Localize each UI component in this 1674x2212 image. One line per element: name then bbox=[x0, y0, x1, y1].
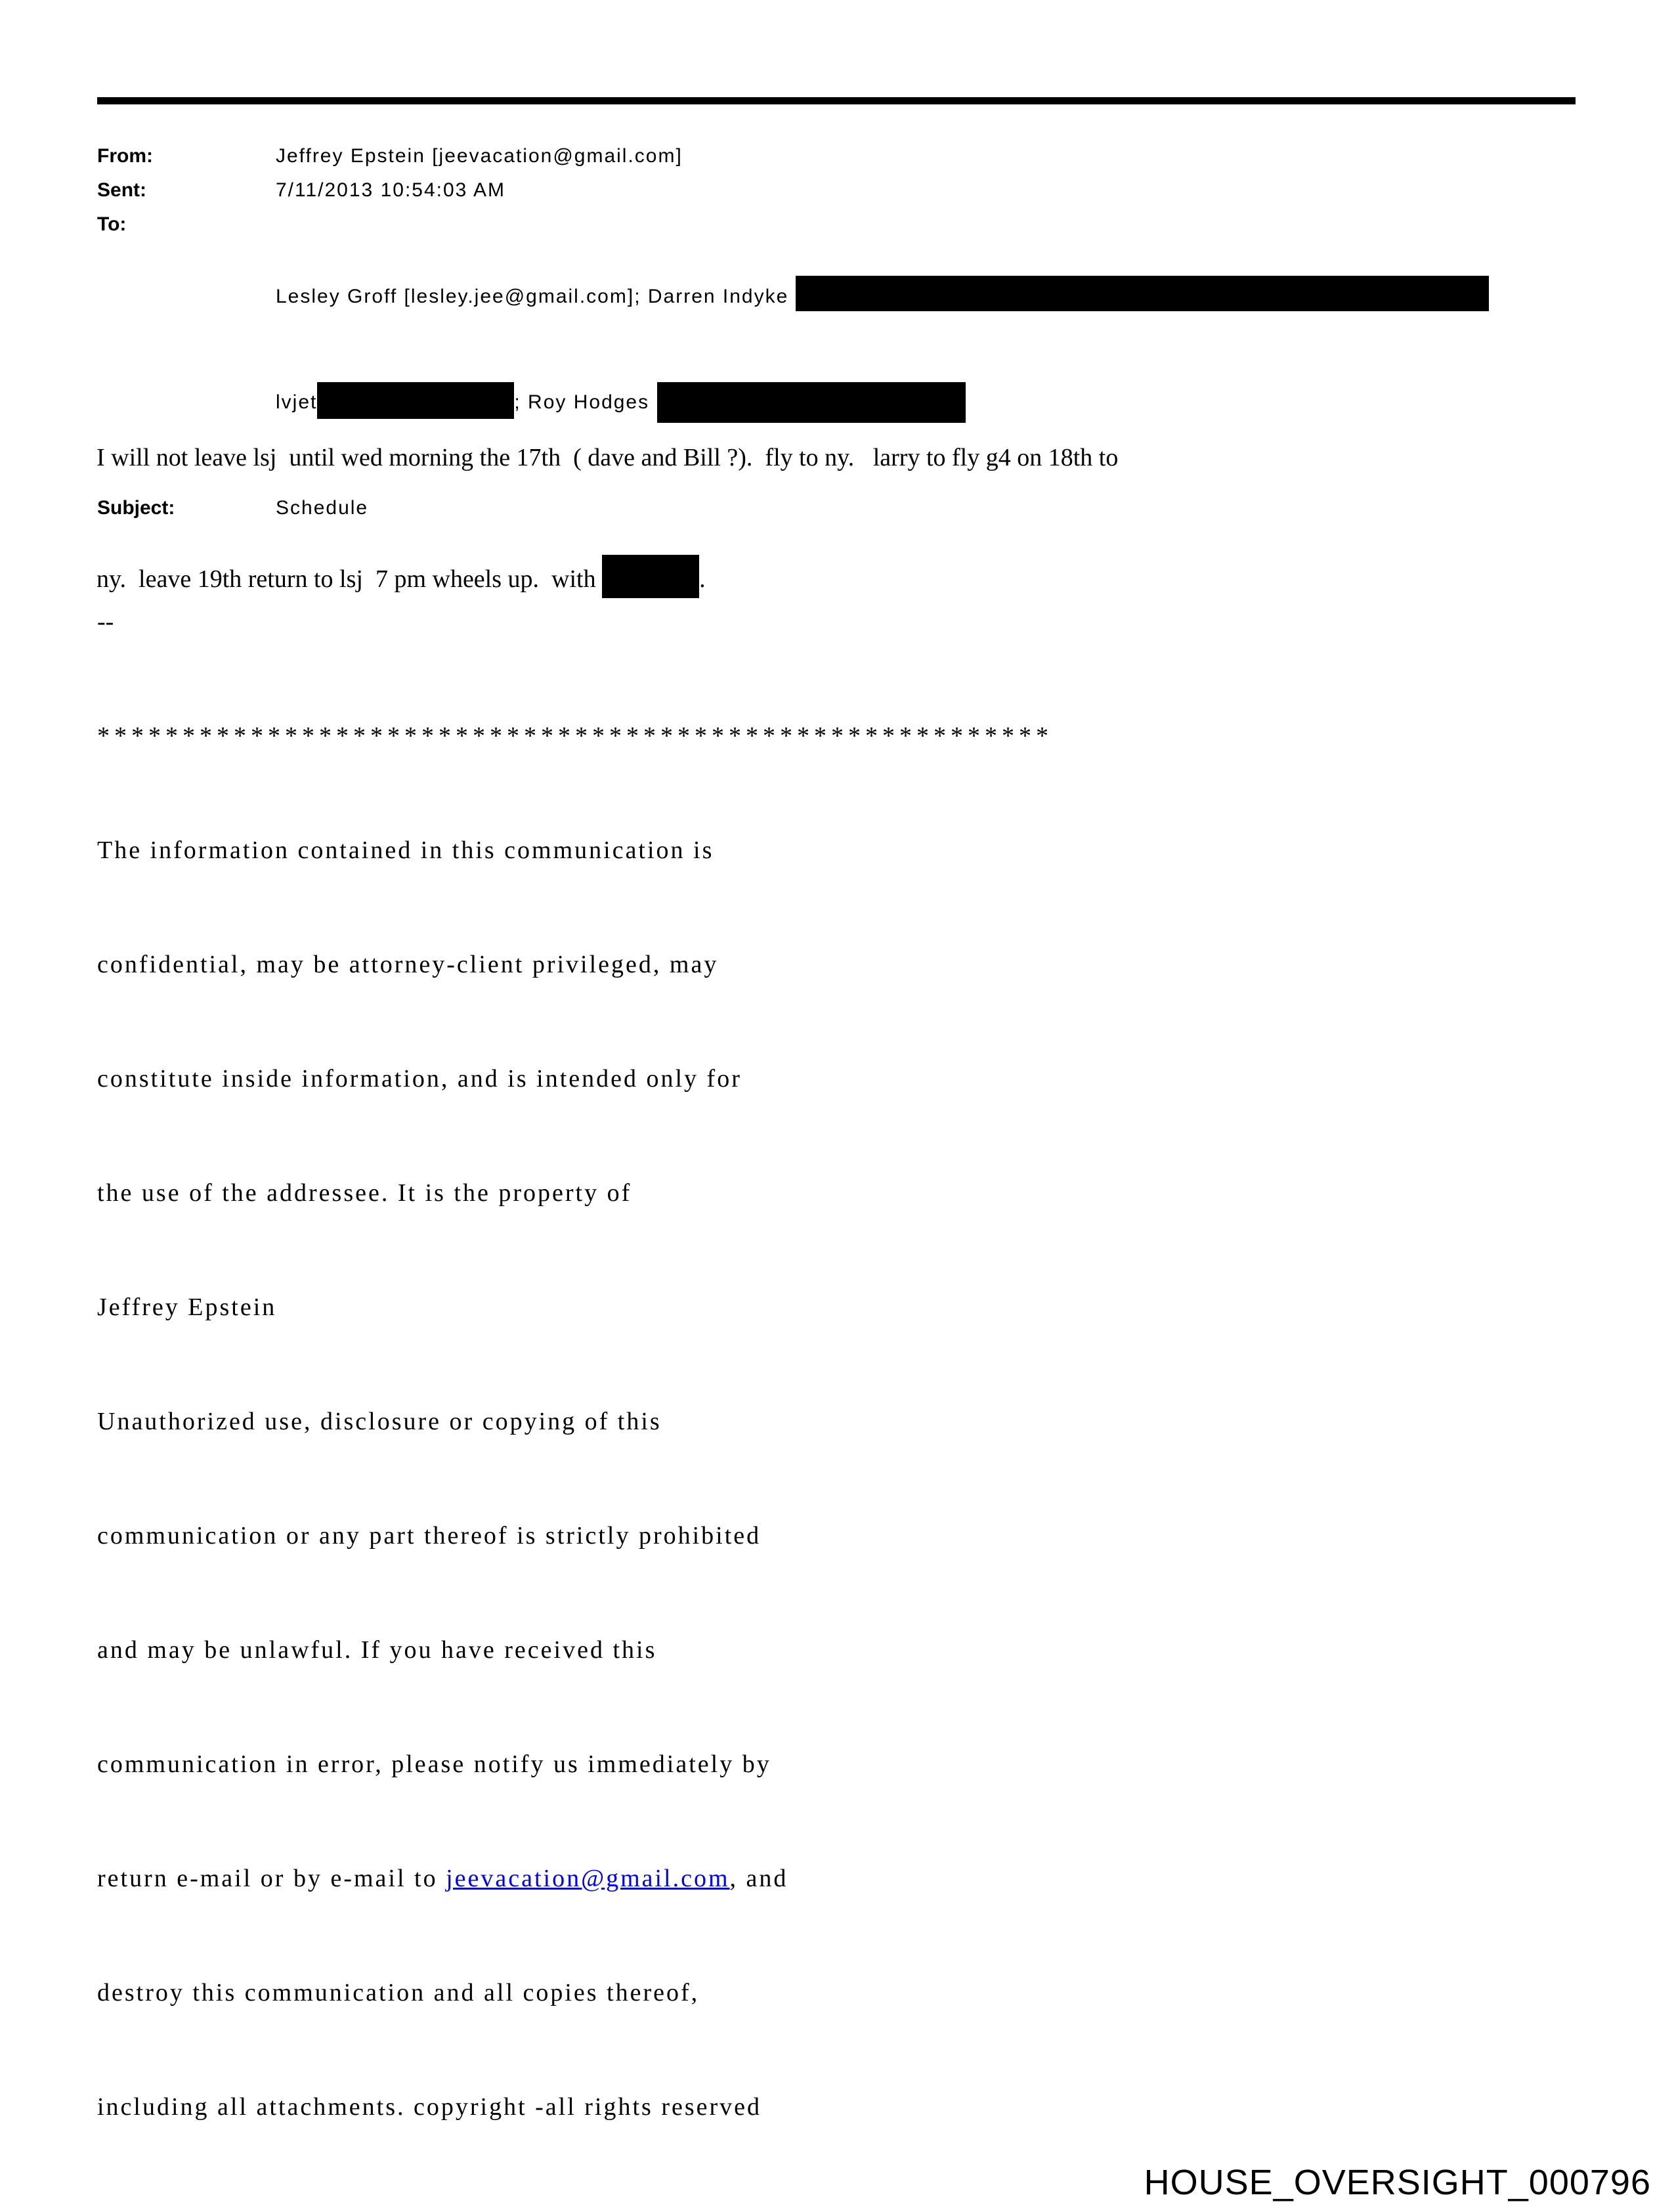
confidentiality-link-line bbox=[97, 1859, 1541, 1898]
from-value: Jeffrey Epstein [jeevacation@gmail.com] bbox=[276, 145, 683, 167]
confidentiality-line: The information contained in this communication is bbox=[97, 836, 714, 864]
to-recipient-roy-hodges: ; Roy Hodges bbox=[514, 391, 656, 413]
link-line-after: , and bbox=[729, 1865, 788, 1892]
confidentiality-line: Jeffrey Epstein bbox=[97, 1293, 277, 1321]
to-line-1 bbox=[276, 276, 1489, 314]
sent-label: Sent: bbox=[97, 179, 146, 201]
body-line-2-text: ny. leave 19th return to lsj 7 pm wheels up. with bbox=[97, 565, 603, 593]
body-line-2-period: . bbox=[699, 565, 706, 593]
to-label: To: bbox=[97, 213, 127, 235]
bates-number: HOUSE_OVERSIGHT_000796 bbox=[1144, 2163, 1651, 2202]
email-link[interactable]: jeevacation@gmail.com bbox=[446, 1865, 730, 1892]
subject-label: Subject: bbox=[97, 497, 175, 519]
signature-separator: -- bbox=[97, 608, 114, 636]
signature-block bbox=[97, 527, 1541, 2202]
sent-row bbox=[97, 173, 1581, 207]
confidentiality-line: communication in error, please notify us immediately by bbox=[97, 1750, 771, 1778]
redaction-bar bbox=[796, 276, 1489, 311]
confidentiality-line: including all attachments. copyright -all rights reserved bbox=[97, 2093, 762, 2121]
confidentiality-line: confidential, may be attorney-client privileged, may bbox=[97, 951, 719, 978]
from-row bbox=[97, 139, 1581, 173]
body-line-1: I will not leave lsj until wed morning the 17th ( dave and Bill ?). fly to ny. larry to fly g4 on 18th to bbox=[97, 444, 1119, 471]
confidentiality-line: the use of the addressee. It is the property of bbox=[97, 1179, 632, 1207]
confidentiality-line: destroy this communication and all copies thereof, bbox=[97, 1979, 700, 2006]
confidentiality-line: and may be unlawful. If you have received this bbox=[97, 1636, 657, 1664]
to-recipients-text: Lesley Groff [lesley.jee@gmail.com]; Darren Indyke bbox=[276, 286, 796, 307]
confidentiality-line: constitute inside information, and is intended only for bbox=[97, 1065, 742, 1093]
from-label: From: bbox=[97, 145, 153, 167]
asterisk-divider: ******************************************************** bbox=[97, 722, 1053, 750]
confidentiality-line: Unauthorized use, disclosure or copying of this bbox=[97, 1408, 662, 1435]
to-recipient-lvjet: lvjet bbox=[276, 391, 318, 413]
link-line-before: return e-mail or by e-mail to bbox=[97, 1865, 446, 1892]
subject-value: Schedule bbox=[276, 497, 369, 519]
header-divider-rule bbox=[97, 97, 1576, 104]
confidentiality-line: communication or any part thereof is strictly prohibited bbox=[97, 1522, 762, 1550]
sent-value: 7/11/2013 10:54:03 AM bbox=[276, 179, 506, 201]
